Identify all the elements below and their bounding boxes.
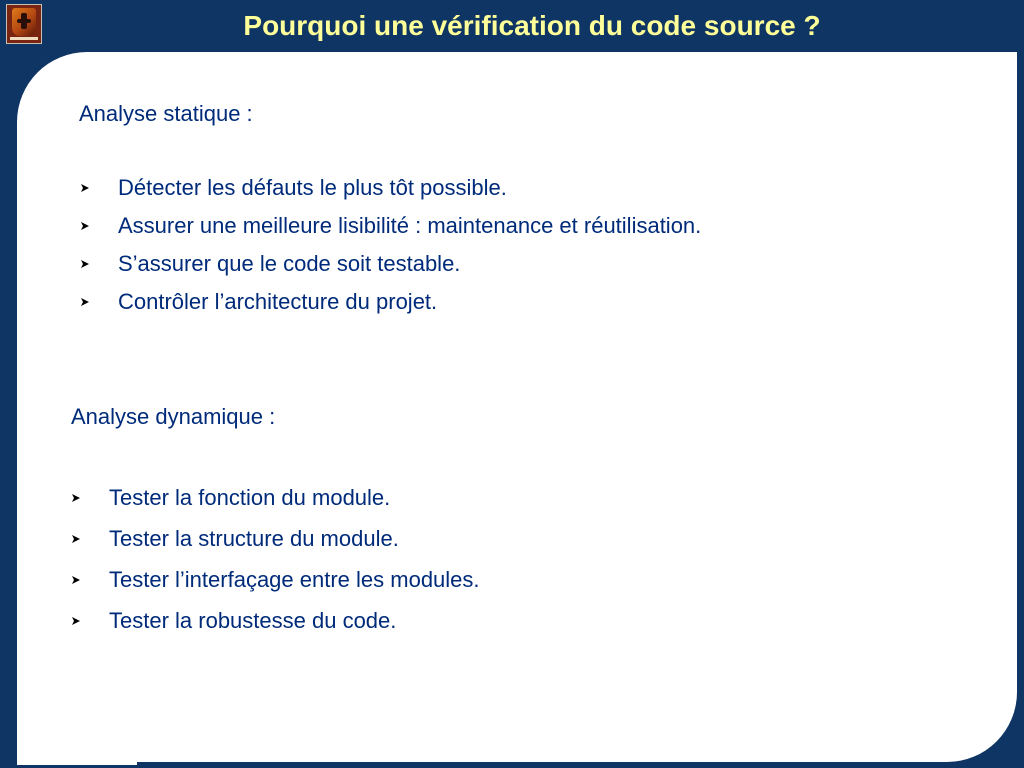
- dynamic-analysis-list: [71, 484, 480, 648]
- arrow-right-icon: [80, 221, 90, 231]
- static-analysis-heading: Analyse statique :: [79, 101, 253, 126]
- list-item: [71, 525, 480, 566]
- static-analysis-list: [80, 174, 701, 326]
- arrow-right-icon: [71, 616, 81, 626]
- list-item-text: Détecter les défauts le plus tôt possible.: [118, 175, 507, 200]
- list-item-text: Tester la structure du module.: [109, 526, 399, 551]
- list-item: [80, 174, 701, 212]
- list-item-text: Tester la fonction du module.: [109, 485, 391, 510]
- list-item: [71, 607, 480, 648]
- list-item-text: S’assurer que le code soit testable.: [118, 251, 461, 276]
- slide-title: Pourquoi une vérification du code source ?: [243, 10, 821, 41]
- arrow-right-icon: [71, 534, 81, 544]
- list-item-text: Assurer une meilleure lisibilité : maintenance et réutilisation.: [118, 213, 702, 238]
- arrow-right-icon: [80, 183, 90, 193]
- dynamic-analysis-heading: Analyse dynamique :: [71, 404, 276, 429]
- logo-icon: [6, 4, 42, 44]
- arrow-right-icon: [80, 259, 90, 269]
- logo-band: [10, 37, 38, 40]
- list-item: [71, 484, 480, 525]
- list-item-text: Tester l’interfaçage entre les modules.: [109, 567, 480, 592]
- list-item: [80, 212, 701, 250]
- arrow-right-icon: [71, 493, 81, 503]
- arrow-right-icon: [80, 297, 90, 307]
- list-item: [80, 250, 701, 288]
- list-item-text: Tester la robustesse du code.: [109, 608, 397, 633]
- panel-bottom-edge: [17, 762, 137, 765]
- arrow-right-icon: [71, 575, 81, 585]
- logo-emblem: [12, 8, 36, 36]
- list-item-text: Contrôler l’architecture du projet.: [118, 289, 438, 314]
- list-item: [71, 566, 480, 607]
- list-item: [80, 288, 701, 326]
